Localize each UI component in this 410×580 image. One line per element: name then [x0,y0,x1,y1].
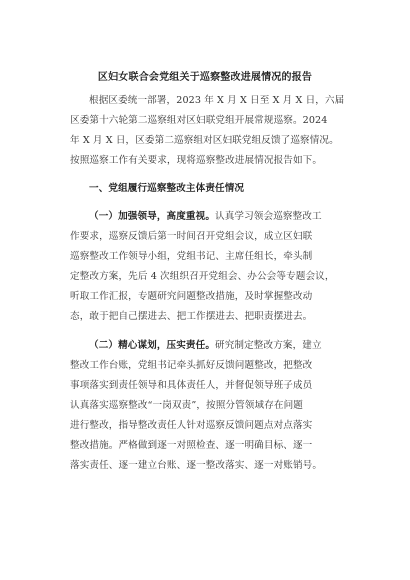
paragraph-lead: （二）精心谋划，压实责任。 [89,340,216,351]
paragraph-line: 态，敢于把自己摆进去、把工作摆进去、把职责摆进去。 [70,311,313,322]
paragraph-first-line [89,340,322,352]
paragraph-text: 研究制定整改方案，建立 [215,340,322,351]
paragraph-line: 进行整改，指导整改责任人针对巡察反馈问题点对点落实 [70,420,313,431]
paragraph-text: 认真学习领会巡察整改工 [215,211,322,222]
paragraph-first-line [89,211,322,223]
document-title: 区妇女联合会党组关于巡察整改进展情况的报告 [97,72,313,83]
paragraph-line: 整改措施。严格做到逐一对照检查、逐一明确目标、逐一 [70,440,313,451]
paragraph-line: 落实责任、逐一建立台账、逐一整改落实、逐一对账销号。 [70,460,323,471]
paragraph-line: 定整改方案，先后 4 次组织召开党组会、办公会等专题会议， [70,271,335,282]
intro-line: 年 X 月 X 日，区委第二巡察组对区妇联党组反馈了巡察情况。 [70,135,339,146]
paragraph-line: 作要求，巡察反馈后第一时间召开党组会议，成立区妇联 [70,231,313,242]
paragraph-line: 听取工作汇报，专题研究问题整改措施，及时掌握整改动 [70,291,313,302]
intro-line: 根据区委统一部署，2023 年 X 月 X 日至 X 月 X 日，六届 [89,95,345,106]
paragraph-line: 事项落实到责任领导和具体责任人，并督促领导班子成员 [70,380,313,391]
section-heading: 一、党组履行巡察整改主体责任情况 [89,183,245,194]
paragraph-line: 整改工作台账，党组书记牵头抓好反馈问题整改，把整改 [70,360,313,371]
paragraph-line: 认真落实巡察整改“一岗双责”，按照分管领域存在问题 [70,400,303,411]
intro-line: 区委第十六轮第二巡察组对区妇联党组开展常规巡察。2024 [70,115,328,126]
intro-line: 按照巡察工作有关要求，现将巡察整改进展情况报告如下。 [70,155,323,166]
paragraph-lead: （一）加强领导，高度重视。 [89,211,216,222]
paragraph-line: 巡察整改工作领导小组，党组书记、主席任组长，牵头制 [70,251,313,262]
